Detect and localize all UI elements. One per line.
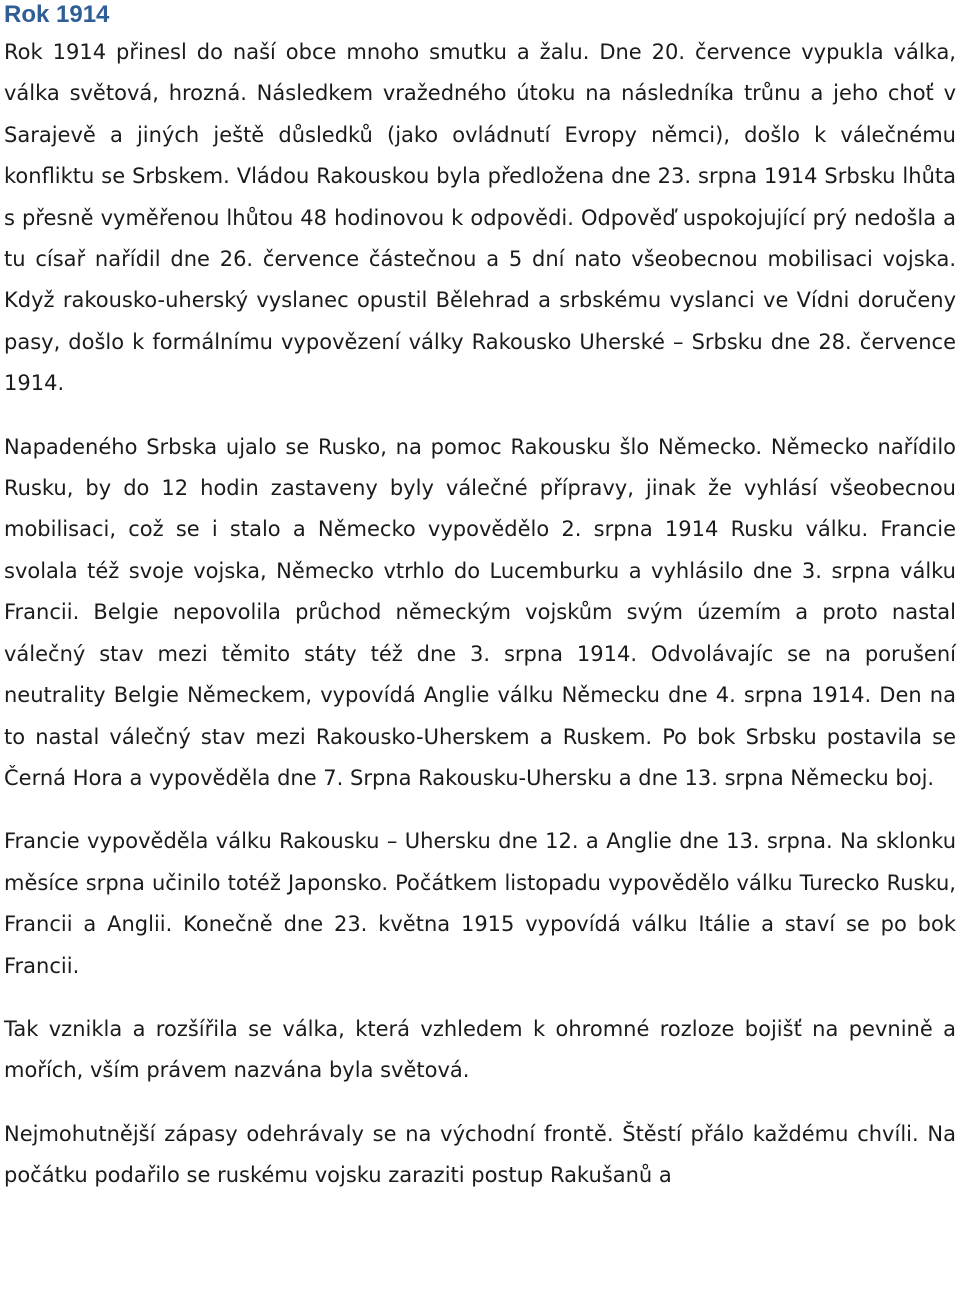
document-page xyxy=(4,0,956,1197)
paragraph-1: Rok 1914 přinesl do naší obce mnoho smutku a žalu. Dne 20. července vypukla válka, válka světová, hrozná. Následkem vražedného útoku na následníka trůnu a jeho choť v Sarajevě a jiných ještě důsledků (jako ovládnutí Evropy němci), došlo k válečnému konfliktu se Srbskem. Vládou Rakouskou byla předložena dne 23. srpna 1914 Srbsku lhůta s přesně vyměřenou lhůtou 48 hodinovou k odpovědi. Odpověď uspokojující prý nedošla a tu císař nařídil dne 26. července částečnou a 5 dní nato všeobecnou mobilisaci vojska. Když rakousko-uherský vyslanec opustil Bělehrad a srbskému vyslanci ve Vídni doručeny pasy, došlo k formálnímu vypovězení války Rakousko Uherské – Srbsku dne 28. července 1914. xyxy=(4,40,956,396)
paragraph-5: Nejmohutnější zápasy odehrávaly se na východní frontě. Štěstí přálo každému chvíli. Na počátku podařilo se ruskému vojsku zaraziti postup Rakušanů a xyxy=(4,1121,956,1188)
paragraph-4: Tak vznikla a rozšířila se válka, která vzhledem k ohromné rozloze bojišť na pevnině a mořích, vším právem nazvána byla světová. xyxy=(4,1016,956,1083)
paragraph-3: Francie vypověděla válku Rakousku – Uhersku dne 12. a Anglie dne 13. srpna. Na sklonku měsíce srpna učinilo totéž Japonsko. Počátkem listopadu vypovědělo válku Turecko Rusku, Francii a Anglii. Konečně dne 23. května 1915 vypovídá válku Itálie a staví se po bok Francii. xyxy=(4,829,956,978)
page-title: Rok 1914 xyxy=(4,1,110,28)
paragraph-2: Napadeného Srbska ujalo se Rusko, na pomoc Rakousku šlo Německo. Německo nařídilo Rusku, by do 12 hodin zastaveny byly válečné přípravy, jinak že vyhlásí všeobecnou mobilisaci, což se i stalo a Německo vypovědělo 2. srpna 1914 Rusku válku. Francie svolala též svoje vojska, Německo vtrhlo do Lucemburku a vyhlásilo dne 3. srpna válku Francii. Belgie nepovolila průchod německým vojskům svým územím a proto nastal válečný stav mezi těmito státy též dne 3. srpna 1914. Odvolávajíc se na porušení neutrality Belgie Německem, vypovídá Anglie válku Německu dne 4. srpna 1914. Den na to nastal válečný stav mezi Rakousko-Uherskem a Ruskem. Po bok Srbsku postavila se Černá Hora a vypověděla dne 7. Srpna Rakousku-Uhersku a dne 13. srpna Německu boj. xyxy=(4,434,956,790)
